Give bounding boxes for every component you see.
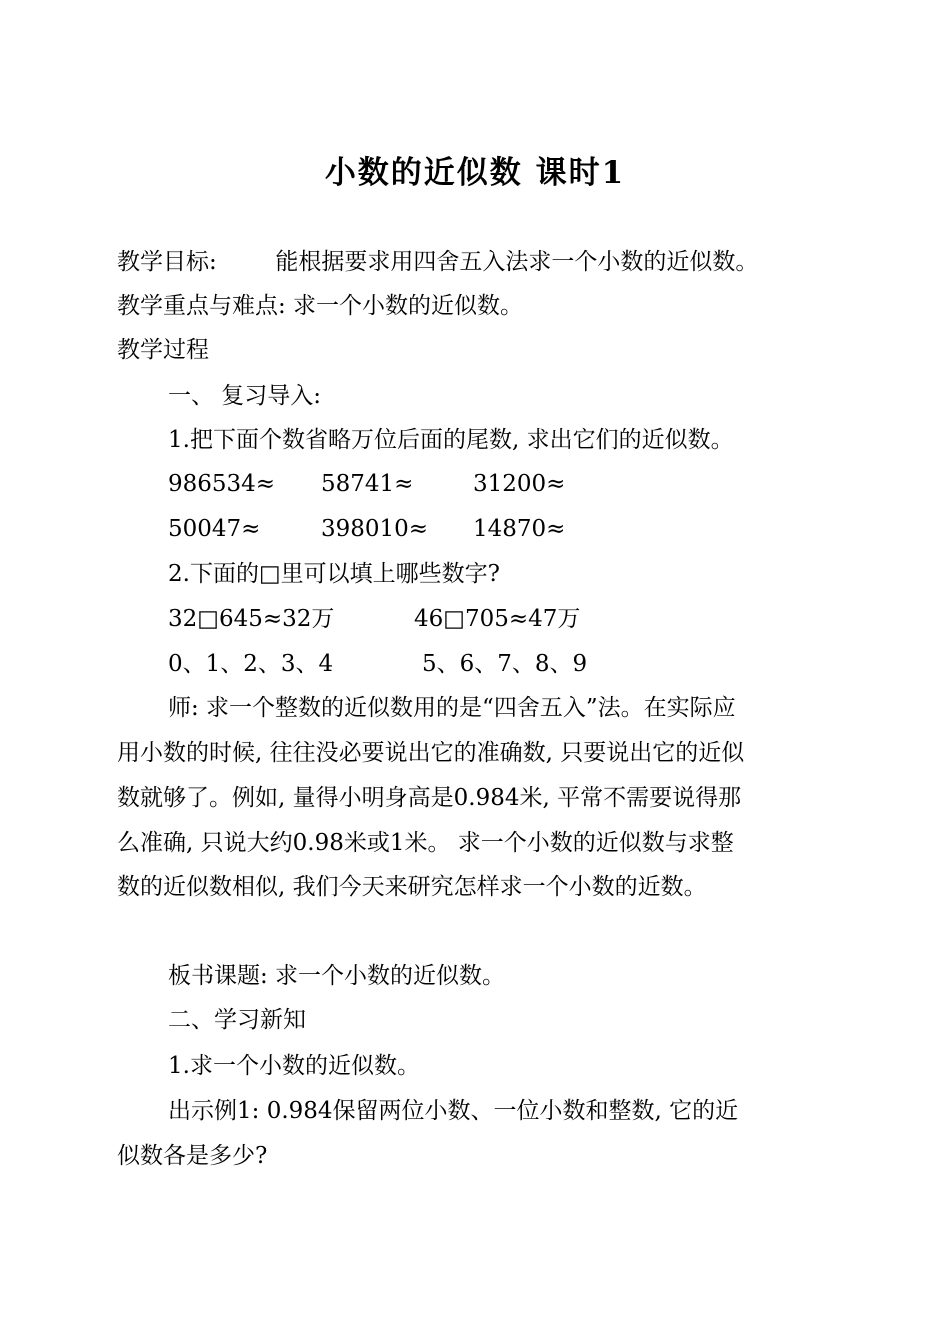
exercise-cell: 14870≈ bbox=[473, 516, 566, 542]
exercise-cell: 398010≈ bbox=[321, 516, 429, 542]
answer-item: 5、6、7、8、9 bbox=[422, 651, 588, 677]
fill-blank-item: 32□645≈32万 bbox=[168, 606, 335, 632]
objective-text: 能根据要求用四舍五入法求一个小数的近似数。 bbox=[275, 249, 759, 275]
section2-item1: 1.求一个小数的近似数。 bbox=[168, 1053, 420, 1079]
page-title: 小数的近似数 课时1 bbox=[324, 155, 626, 191]
question2: 2.下面的□里可以填上哪些数字? bbox=[168, 561, 501, 587]
teacher-paragraph-line: 数就够了。例如, 量得小明身高是0.984米, 平常不需要说得那 bbox=[117, 785, 742, 811]
section1-heading: 一、 复习导入: bbox=[168, 383, 322, 409]
example-line: 似数各是多少? bbox=[117, 1143, 268, 1169]
key-points-line: 教学重点与难点: 求一个小数的近似数。 bbox=[117, 293, 524, 319]
exercise-cell: 986534≈ bbox=[168, 471, 276, 497]
exercise-cell: 58741≈ bbox=[321, 471, 414, 497]
exercise-cell: 31200≈ bbox=[473, 471, 566, 497]
objective-line bbox=[117, 246, 758, 278]
objective-label: 教学目标: bbox=[117, 249, 217, 275]
teacher-paragraph-line: 师: 求一个整数的近似数用的是“四舍五入”法。在实际应 bbox=[168, 695, 736, 721]
process-heading: 教学过程 bbox=[117, 337, 209, 363]
teacher-paragraph-line: 数的近似数相似, 我们今天来研究怎样求一个小数的近数。 bbox=[117, 874, 707, 900]
fill-blank-item: 46□705≈47万 bbox=[414, 606, 581, 632]
section2-heading: 二、学习新知 bbox=[168, 1007, 306, 1033]
answer-item: 0、1、2、3、4 bbox=[168, 651, 334, 677]
teacher-paragraph-line: 么准确, 只说大约0.98米或1米。 求一个小数的近似数与求整 bbox=[117, 830, 734, 856]
teacher-paragraph-line: 用小数的时候, 往往没必要说出它的准确数, 只要说出它的近似 bbox=[117, 740, 745, 766]
question1: 1.把下面个数省略万位后面的尾数, 求出它们的近似数。 bbox=[168, 427, 734, 453]
board-title: 板书课题: 求一个小数的近似数。 bbox=[168, 963, 506, 989]
example-line: 出示例1: 0.984保留两位小数、一位小数和整数, 它的近 bbox=[168, 1098, 739, 1124]
exercise-cell: 50047≈ bbox=[168, 516, 261, 542]
